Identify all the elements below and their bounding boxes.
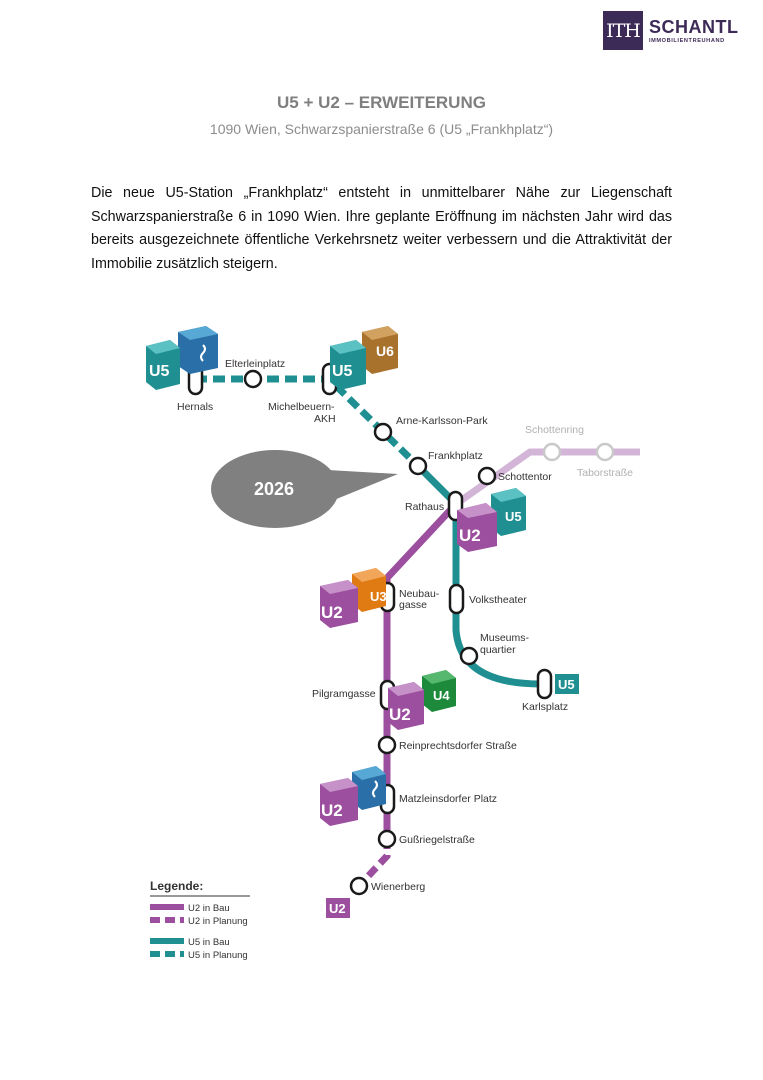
u5-planned-line (195, 379, 418, 466)
label-matzleinsdorfer: Matzleinsdorfer Platz (399, 793, 498, 805)
label-reinprechtsdorfer: Reinprechtsdorfer Straße (399, 740, 517, 752)
label-volkstheater: Volkstheater (469, 594, 527, 606)
badge-u5-rathaus: U5 (505, 509, 522, 524)
label-wienerberg: Wienerberg (371, 881, 426, 893)
badge-u2-matzleinsdorf: U2 (321, 801, 343, 820)
legend-u2-planung: U2 in Planung (188, 916, 248, 927)
label-schottenring: Schottenring (525, 424, 584, 436)
legend-title: Legende: (150, 879, 204, 893)
station-volkstheater (450, 585, 463, 613)
station-reinprechtsdorfer (379, 737, 395, 753)
legend-u5-bau: U5 in Bau (188, 937, 230, 948)
label-neubaugasse-1: Neubau- (399, 588, 440, 600)
page-title: U5 + U2 – ERWEITERUNG (277, 93, 486, 112)
station-frankhplatz (410, 458, 426, 474)
cube-pilgramgasse (388, 670, 456, 730)
wienerberg-u2-label: U2 (329, 901, 346, 916)
cube-hernals (146, 326, 218, 390)
label-schottentor: Schottentor (498, 471, 552, 483)
badge-u4: U4 (433, 688, 450, 703)
label-gussriegelstrasse: Gußriegelstraße (399, 834, 475, 846)
label-pilgramgasse: Pilgramgasse (312, 688, 376, 700)
callout-year: 2026 (254, 479, 295, 499)
label-neubaugasse-2: gasse (399, 599, 428, 611)
page-subtitle: 1090 Wien, Schwarzspanierstraße 6 (U5 „Frankhplatz“) (209, 121, 554, 137)
station-arne-karlsson-park (375, 424, 391, 440)
badge-u6: U6 (376, 343, 394, 359)
station-karlsplatz (538, 670, 551, 698)
label-michelbeuern: Michelbeuern- (268, 401, 335, 413)
intro-paragraph: Die neue U5-Station „Frankhplatz“ entsteht in unmittelbarer Nähe zur Liegenschaft Schwarzspanierstraße 6 in 1090 Wien. Ihre geplante Eröffnung im nächsten Jahr wird das bereits ausgezeichnete öffentliche Verkehrsnetz weiter verbessern und die Attraktivität der Immobilie zusätzlich steigern. (91, 185, 672, 272)
label-arne-karlsson-park: Arne-Karlsson-Park (396, 415, 488, 427)
label-frankhplatz: Frankhplatz (428, 450, 483, 462)
label-taborstrasse: Taborstraße (577, 467, 634, 479)
legend-u5-planung: U5 in Planung (188, 950, 248, 961)
station-taborstrasse (597, 444, 613, 460)
logo-name: SCHANTL (649, 16, 739, 37)
station-elterleinplatz (245, 371, 261, 387)
callout-2026 (211, 450, 398, 528)
label-karlsplatz: Karlsplatz (522, 701, 569, 713)
karlsplatz-u5-label: U5 (558, 677, 575, 692)
cube-matzleinsdorf (320, 766, 386, 826)
badge-u2-rathaus: U2 (459, 526, 481, 545)
badge-u2-neubaugasse: U2 (321, 603, 343, 622)
cube-michelbeuern (330, 326, 398, 390)
cube-neubaugasse (320, 568, 387, 628)
label-rathaus: Rathaus (405, 501, 445, 513)
station-wienerberg (351, 878, 367, 894)
legend (150, 879, 250, 961)
badge-u3: U3 (370, 589, 387, 604)
legend-u2-bau: U2 in Bau (188, 903, 230, 914)
logo-mark: ITH (603, 11, 643, 50)
station-schottenring (544, 444, 560, 460)
station-museumsquartier (461, 648, 477, 664)
label-museumsquartier-2: quartier (480, 644, 516, 656)
label-akh: AKH (314, 413, 336, 425)
badge-u5-hernals: U5 (149, 363, 170, 380)
badge-u5-michelbeuern: U5 (332, 363, 353, 380)
label-hernals: Hernals (177, 401, 214, 413)
station-gussriegelstrasse (379, 831, 395, 847)
logo-tagline: IMMOBILIENTREUHAND (649, 37, 725, 44)
label-elterleinplatz: Elterleinplatz (225, 358, 286, 370)
label-museumsquartier-1: Museums- (480, 632, 530, 644)
badge-u2-pilgramgasse: U2 (389, 705, 411, 724)
station-schottentor (479, 468, 495, 484)
